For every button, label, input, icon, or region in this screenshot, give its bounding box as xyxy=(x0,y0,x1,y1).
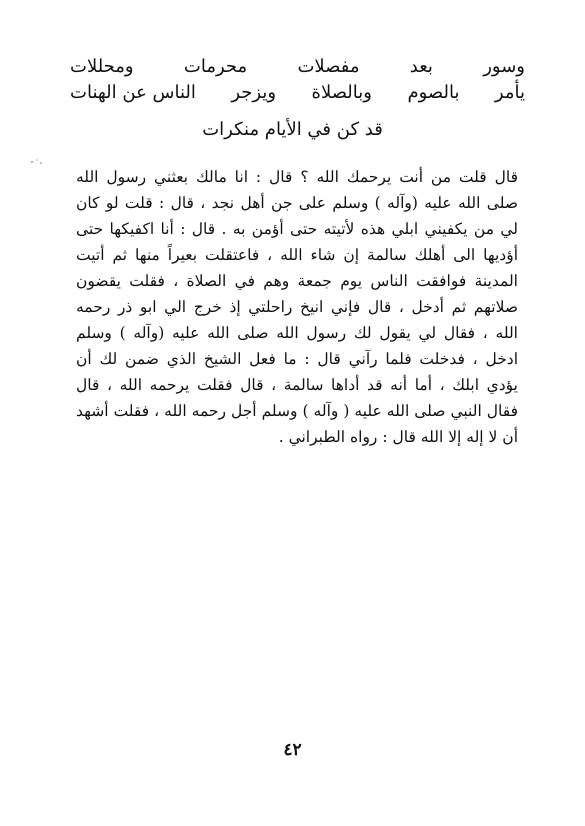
paragraph-line: يؤدي ابلك ، أما أنه قد أداها سالمة ، قال فقلت يرحمه الله ، قال xyxy=(76,376,518,394)
poem-word: يأمر xyxy=(494,82,525,103)
paragraph-line: الله ، فقال لي يقول لك رسول الله صلى الله عليه (وآله ) وسلم xyxy=(76,324,518,342)
paragraph-line: أؤديها الى أهلك سالمة إن شاء الله ، فاعتقلت بعيراً منها ثم أتيت xyxy=(76,246,518,264)
poem-word: بالصوم xyxy=(407,82,460,103)
poem-word: وسور xyxy=(483,56,525,77)
poem-word: مفصلات xyxy=(297,56,360,77)
paragraph-line: قال قلت من أنت يرحمك الله ؟ قال : انا مالك بعثني رسول الله xyxy=(76,168,518,186)
ink-speck-mark xyxy=(30,158,44,166)
paragraph-line: صلى الله عليه (وآله ) وسلم على جن أهل نجد ، قال : قلت لو كان xyxy=(76,194,518,212)
paragraph-line: صلاتهم ثم أدخل ، قال فإني انيخ راحلتي إذ خرج الي ابو ذر رحمه xyxy=(76,298,518,316)
poem-word: بعد xyxy=(409,56,433,77)
paragraph-line: فقال النبي صلى الله عليه ( وآله ) وسلم أجل رحمه الله ، فقلت أشهد xyxy=(76,402,518,420)
poem-line-1 xyxy=(70,56,525,78)
poem-line-2 xyxy=(70,82,525,104)
poem-word: ويزجر xyxy=(231,82,277,103)
paragraph-line: لي من يكفيني ابلي هذه لأتيته حتى أؤمن به . قال : أنا اكفيكها حتى xyxy=(76,220,518,238)
page-number: ٤٢ xyxy=(283,740,302,760)
paragraph-line: المدينة فوافقت الناس يوم جمعة وهم في الصلاة ، فقلت يقضون xyxy=(76,272,518,290)
poem-word: محرمات xyxy=(183,56,248,77)
poem-word: ومحللات xyxy=(70,56,134,77)
paragraph-line: أن لا إله إلا الله قال : رواه الطبراني . xyxy=(278,428,518,446)
narrative-paragraph xyxy=(76,164,518,450)
poem-word: وبالصلاة xyxy=(311,82,372,103)
poem-line-3: قد كن في الأيام منكرات xyxy=(202,119,383,140)
paragraph-line: ادخل ، فدخلت فلما رآني قال : ما فعل الشيخ الذي ضمن لك أن xyxy=(76,350,518,368)
poem-word: الناس عن الهنات xyxy=(70,82,196,103)
